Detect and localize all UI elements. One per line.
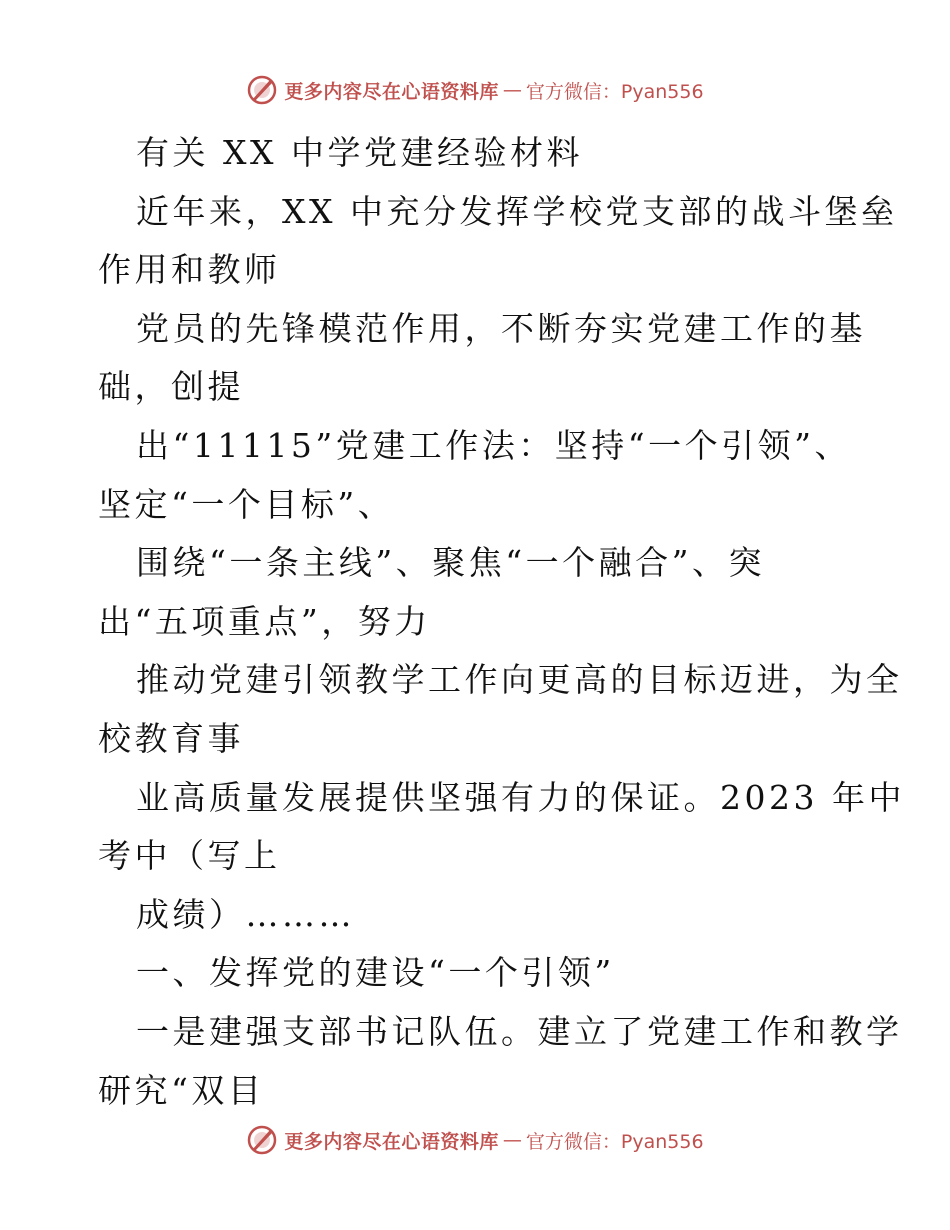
paragraph-line: 成绩）………	[136, 894, 355, 934]
paragraph-line: 党员的先锋模范作用，不断夯实党建工作的基	[136, 308, 866, 348]
paragraph-line: 推动党建引领教学工作向更高的目标迈进，为全	[136, 660, 903, 700]
paragraph-line: 作用和教师	[98, 250, 281, 290]
paragraph-line: 一是建强支部书记队伍。建立了党建工作和教学	[136, 1011, 903, 1051]
paragraph-line: 业高质量发展提供坚强有力的保证。2023 年中	[136, 777, 905, 817]
paragraph-line: 出“11115”党建工作法：坚持“一个引领”、	[136, 425, 851, 465]
document-body	[98, 124, 905, 1120]
watermark-separator: —	[502, 79, 522, 101]
paragraph-line: 近年来，XX 中充分发挥学校党支部的战斗堡垒	[136, 191, 898, 231]
quill-logo-icon	[246, 74, 278, 106]
section-heading: 一、发挥党的建设“一个引领”	[136, 953, 615, 993]
watermark-contact-text: 官方微信：Pyan556	[525, 80, 704, 103]
paragraph-line: 础，创提	[98, 367, 244, 407]
watermark-separator: —	[502, 1129, 522, 1151]
paragraph-line: 围绕“一条主线”、聚焦“一个融合”、突	[136, 543, 765, 583]
paragraph-line: 坚定“一个目标”、	[98, 484, 395, 524]
header-watermark	[0, 74, 950, 106]
paragraph-line: 研究“双目	[98, 1070, 265, 1110]
paragraph-line: 考中（写上	[98, 836, 281, 876]
paragraph-line: 出“五项重点”，努力	[98, 601, 431, 641]
watermark-contact-text: 官方微信：Pyan556	[525, 1130, 704, 1153]
watermark-brand-text: 更多内容尽在心语资料库	[284, 80, 499, 103]
paragraph-line: 校教育事	[98, 718, 244, 758]
quill-logo-icon	[246, 1124, 278, 1156]
footer-watermark	[0, 1124, 950, 1156]
watermark-brand-text: 更多内容尽在心语资料库	[284, 1130, 499, 1153]
document-title: 有关 XX 中学党建经验材料	[136, 133, 583, 172]
